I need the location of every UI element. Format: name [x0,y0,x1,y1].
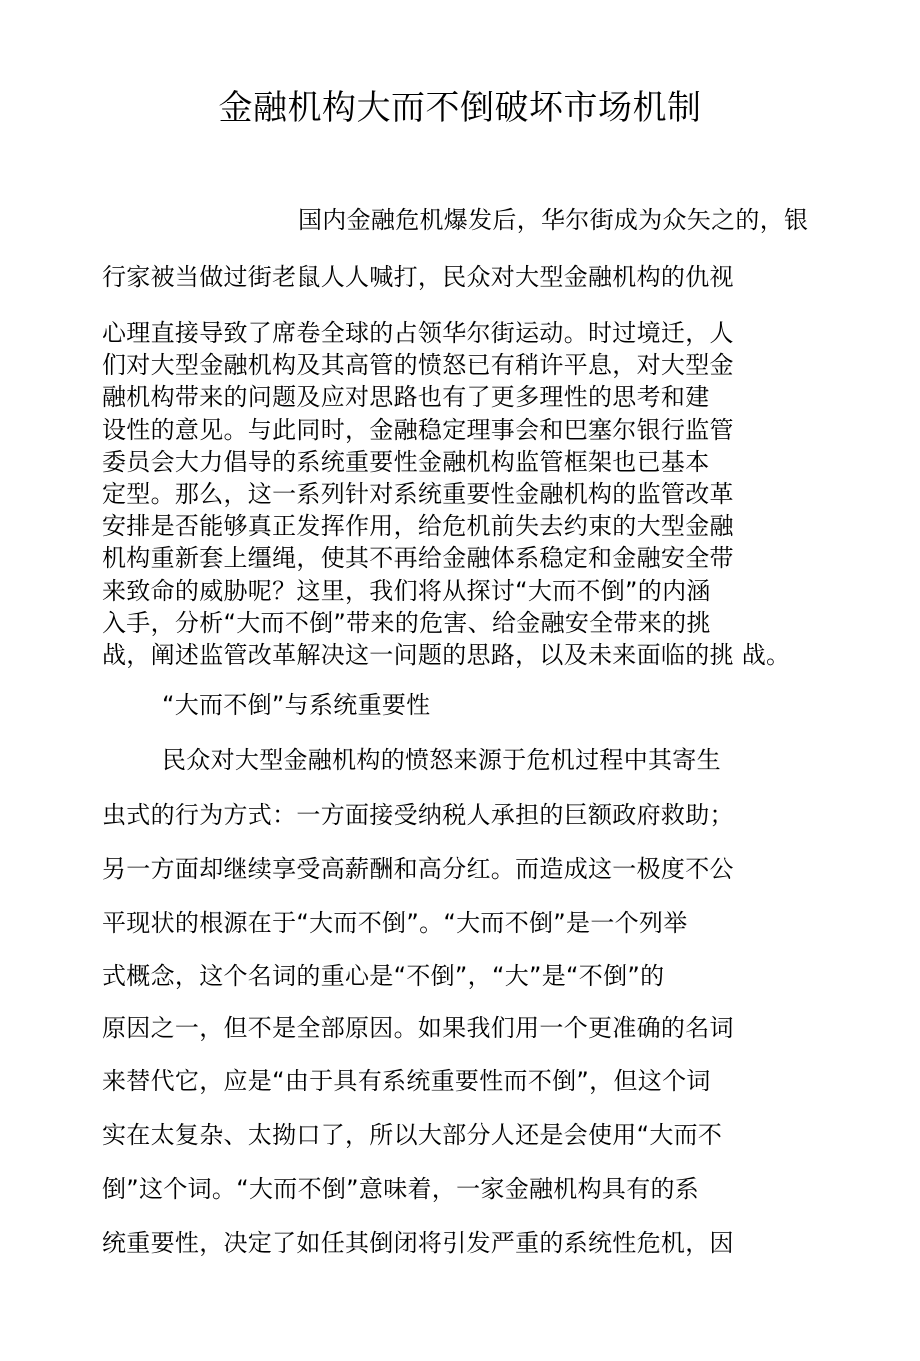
text-line: 来致命的威胁呢？这里，我们将从探讨“大而不倒”的内涵 [102,577,711,605]
text-line: 安排是否能够真正发挥作用，给危机前失去约束的大型金融 [102,512,734,540]
document-title: 金融机构大而不倒破坏市场机制 [218,88,702,128]
text-line: 国内金融危机爆发后，华尔街成为众矢之的，银 [298,206,809,234]
text-line: 入手，分析“大而不倒”带来的危害、给金融安全带来的挑 [102,609,711,637]
text-line: 定型。那么，这一系列针对系统重要性金融机构的监管改革 [102,480,734,508]
text-line: 实在太复杂、太拗口了，所以大部分人还是会使用“大而不 [102,1121,723,1149]
text-line: 机构重新套上缰绳，使其不再给金融体系稳定和金融安全带 [102,544,734,572]
text-line: 设性的意见。与此同时，金融稳定理事会和巴塞尔银行监管 [102,416,734,444]
text-line: 们对大型金融机构及其高管的愤怒已有稍许平息，对大型金 [102,351,734,379]
text-line: 另一方面却继续享受高薪酬和高分红。而造成这一极度不公 [102,855,734,883]
text-line: 来替代它，应是“由于具有系统重要性而不倒”，但这个词 [102,1067,711,1095]
text-line: 战，阐述监管改革解决这一问题的思路，以及未来面临的挑 战。 [102,641,791,669]
text-line: 原因之一，但不是全部原因。如果我们用一个更准确的名词 [102,1014,734,1042]
text-line: 民众对大型金融机构的愤怒来源于危机过程中其寄生 [162,746,721,774]
text-line: 行家被当做过街老鼠人人喊打，民众对大型金融机构的仇视 [102,263,734,291]
text-line: 统重要性，决定了如任其倒闭将引发严重的系统性危机，因 [102,1229,734,1257]
section-heading: “大而不倒”与系统重要性 [162,691,431,719]
text-line: 平现状的根源在于“大而不倒”。“大而不倒”是一个列举 [102,909,688,937]
text-line: 虫式的行为方式：一方面接受纳税人承担的巨额政府救助； [102,801,734,829]
text-line: 委员会大力倡导的系统重要性金融机构监管框架也已基本 [102,448,710,476]
text-line: 心理直接导致了席卷全球的占领华尔街运动。时过境迁，人 [102,319,734,347]
text-line: 融机构带来的问题及应对思路也有了更多理性的思考和建 [102,383,710,411]
text-line: 倒”这个词。“大而不倒”意味着，一家金融机构具有的系 [102,1175,700,1203]
text-line: 式概念，这个名词的重心是“不倒”，“大”是“不倒”的 [102,962,665,990]
